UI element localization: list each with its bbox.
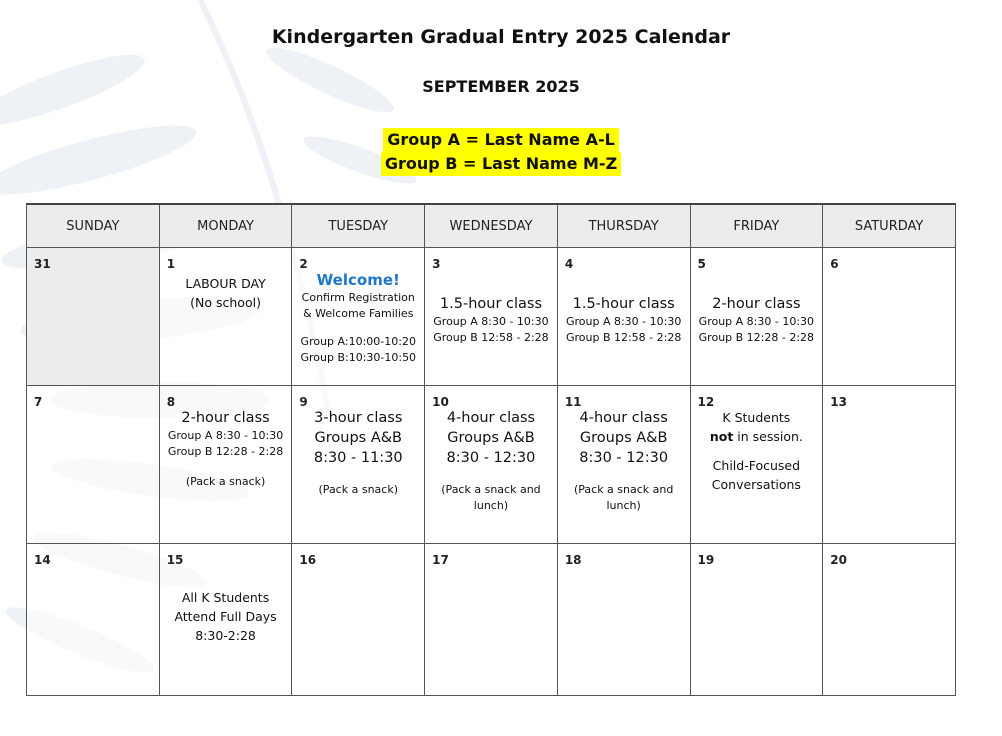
event-line: K Students [722, 410, 791, 425]
day-number: 16 [299, 553, 317, 567]
day-number: 19 [697, 553, 715, 567]
day-number: 31 [34, 257, 51, 271]
group-time: Group A 8:30 - 10:30 [698, 315, 815, 328]
day-number: 15 [166, 553, 184, 567]
snack-note: (Pack a snack) [318, 483, 398, 496]
day-cell [27, 386, 160, 544]
group-time: Group B 12:58 - 2:28 [565, 331, 682, 344]
day-cell [159, 544, 292, 696]
day-number: 12 [697, 395, 715, 409]
event-line: & Welcome Families [303, 307, 414, 320]
day-cell [690, 386, 823, 544]
class-duration: 4-hour class [579, 410, 668, 426]
day-cell [425, 248, 558, 386]
weekday-header: THURSDAY [557, 204, 690, 248]
day-number: 5 [697, 257, 706, 271]
class-duration: 2-hour class [712, 296, 801, 312]
group-time: Group A 8:30 - 10:30 [433, 315, 549, 328]
day-cell [823, 544, 956, 696]
day-number: 7 [34, 395, 43, 409]
day-number: 6 [830, 257, 839, 271]
class-duration: 3-hour class [314, 410, 403, 426]
group-time: Group B 12:28 - 2:28 [167, 445, 284, 458]
holiday-note: (No school) [190, 295, 261, 310]
day-cell [823, 386, 956, 544]
class-duration: 2-hour class [181, 410, 270, 426]
day-number: 18 [564, 553, 582, 567]
calendar-grid [26, 203, 956, 696]
event-line: All K Students [181, 590, 270, 605]
month-heading: SEPTEMBER 2025 [422, 77, 580, 96]
day-number: 20 [830, 553, 847, 567]
day-cell [425, 544, 558, 696]
event-line: Child-Focused [712, 458, 801, 473]
group-time: Group B 12:28 - 2:28 [698, 331, 815, 344]
day-number: 17 [432, 553, 449, 567]
group-legend [0, 128, 1002, 176]
day-cell [159, 386, 292, 544]
day-number: 13 [830, 395, 847, 409]
event-line-rest: in session. [733, 429, 803, 444]
weekday-header: WEDNESDAY [425, 204, 558, 248]
welcome-heading: Welcome! [316, 271, 400, 289]
group-time: Group A:10:00-10:20 [300, 335, 416, 348]
day-number: 4 [564, 257, 574, 271]
day-cell [557, 248, 690, 386]
day-cell [425, 386, 558, 544]
weekday-header: SATURDAY [823, 204, 956, 248]
holiday-label: LABOUR DAY [185, 276, 266, 291]
group-a-label: Group A = Last Name A-L [383, 128, 619, 152]
day-cell [690, 544, 823, 696]
emphasis-not: not [709, 429, 734, 444]
day-number: 11 [564, 395, 582, 409]
weekday-header: TUESDAY [292, 204, 425, 248]
day-number: 14 [34, 553, 51, 567]
snack-note: (Pack a snack) [185, 475, 266, 488]
class-groups: Groups A&B [579, 430, 668, 446]
event-line: Confirm Registration [301, 291, 415, 304]
week-row [27, 386, 956, 544]
snack-note: lunch) [473, 499, 509, 512]
day-number: 2 [299, 257, 308, 271]
day-cell [823, 248, 956, 386]
week-row [27, 248, 956, 386]
snack-note: (Pack a snack and [573, 483, 674, 496]
day-cell [557, 386, 690, 544]
weekday-header: MONDAY [159, 204, 292, 248]
event-line [695, 427, 819, 446]
day-number: 9 [299, 395, 308, 409]
day-cell [27, 544, 160, 696]
day-cell [159, 248, 292, 386]
snack-note: lunch) [606, 499, 641, 512]
day-cell [690, 248, 823, 386]
weekday-header-row [27, 204, 956, 248]
class-time: 8:30 - 12:30 [579, 450, 669, 466]
class-time: 8:30 - 12:30 [446, 450, 536, 466]
day-cell [292, 386, 425, 544]
day-number: 8 [166, 395, 176, 409]
week-row [27, 544, 956, 696]
group-time: Group B 12:58 - 2:28 [433, 331, 549, 344]
day-number: 10 [432, 395, 449, 409]
group-time: Group A 8:30 - 10:30 [167, 429, 284, 442]
class-groups: Groups A&B [314, 430, 402, 446]
snack-note: (Pack a snack and [441, 483, 541, 496]
group-time: Group A 8:30 - 10:30 [565, 315, 682, 328]
day-number: 1 [166, 257, 176, 271]
event-line: Conversations [711, 477, 801, 492]
day-cell [292, 544, 425, 696]
group-b-label: Group B = Last Name M-Z [381, 152, 621, 176]
class-groups: Groups A&B [447, 430, 535, 446]
group-time: Group B:10:30-10:50 [300, 351, 417, 364]
day-number: 3 [432, 257, 441, 271]
day-cell [27, 248, 160, 386]
event-line: Attend Full Days [174, 609, 277, 624]
day-cell [557, 544, 690, 696]
class-duration: 4-hour class [446, 410, 536, 426]
class-duration: 1.5-hour class [439, 296, 543, 312]
weekday-header: FRIDAY [690, 204, 823, 248]
page-title: Kindergarten Gradual Entry 2025 Calendar [271, 26, 731, 48]
event-line: 8:30-2:28 [195, 628, 256, 643]
class-duration: 1.5-hour class [572, 296, 675, 312]
class-time: 8:30 - 11:30 [313, 450, 403, 466]
day-cell [292, 248, 425, 386]
weekday-header: SUNDAY [27, 204, 160, 248]
